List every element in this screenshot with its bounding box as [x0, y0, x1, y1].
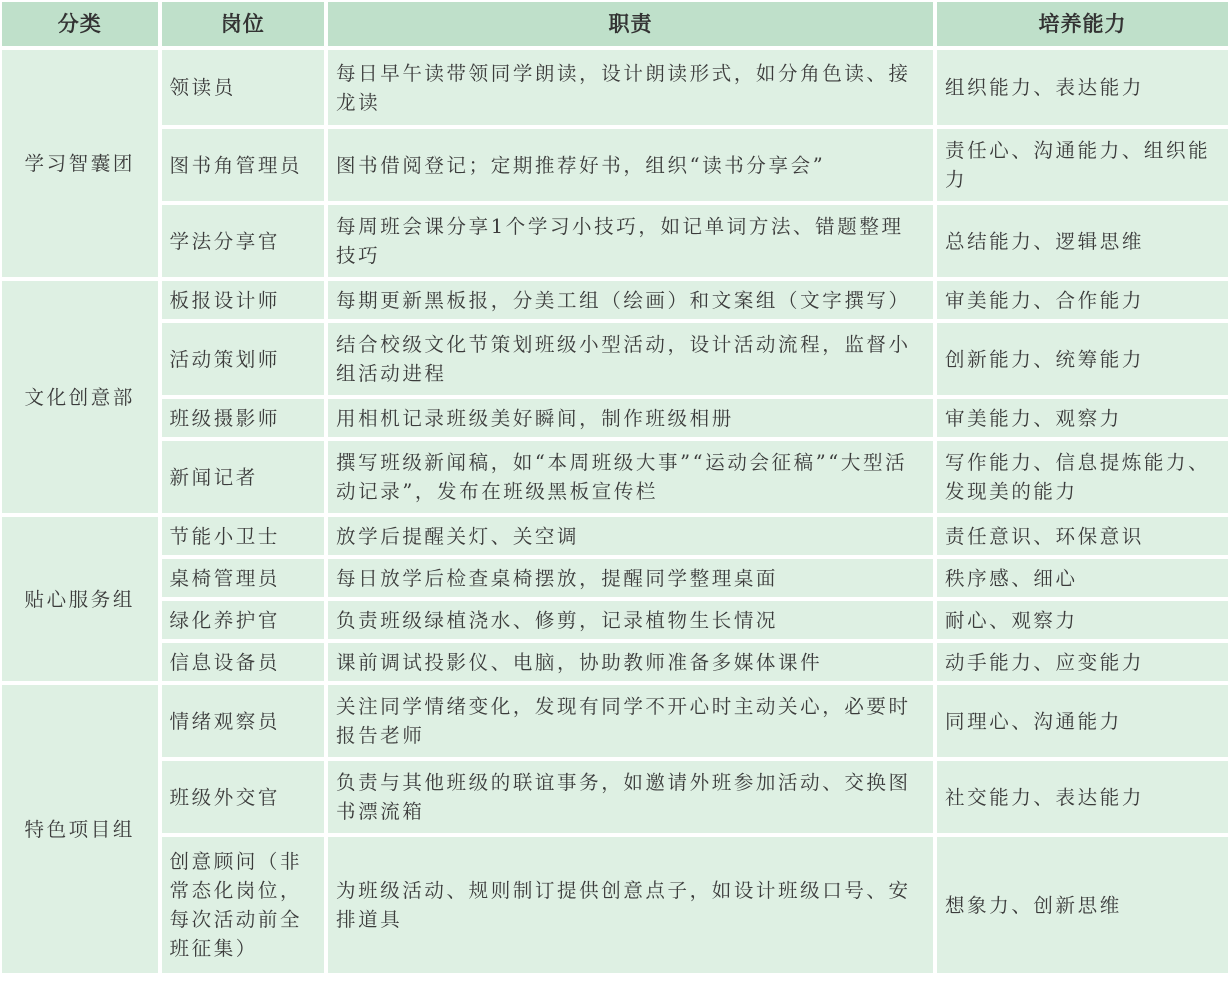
ability-cell: 责任意识、环保意识: [937, 517, 1228, 555]
duty-cell: 每周班会课分享1个学习小技巧，如记单词方法、错题整理技巧: [328, 205, 933, 277]
table-row: [2, 129, 1228, 201]
post-cell: 学法分享官: [162, 205, 325, 277]
duty-cell: 每期更新黑板报，分美工组（绘画）和文案组（文字撰写）: [328, 281, 933, 319]
header-duty: 职责: [328, 2, 933, 46]
category-cell: 学习智囊团: [2, 50, 158, 277]
ability-cell: 组织能力、表达能力: [937, 50, 1228, 125]
ability-cell: 创新能力、统筹能力: [937, 323, 1228, 395]
ability-cell: 耐心、观察力: [937, 601, 1228, 639]
header-category: 分类: [2, 2, 158, 46]
post-cell: 图书角管理员: [162, 129, 325, 201]
ability-cell: 总结能力、逻辑思维: [937, 205, 1228, 277]
ability-cell: 社交能力、表达能力: [937, 761, 1228, 833]
table-row: [2, 643, 1228, 681]
ability-cell: 想象力、创新思维: [937, 837, 1228, 973]
post-cell: 新闻记者: [162, 441, 325, 513]
post-cell: 绿化养护官: [162, 601, 325, 639]
post-cell: 节能小卫士: [162, 517, 325, 555]
table-row: [2, 281, 1228, 319]
table-row: [2, 559, 1228, 597]
duty-cell: 为班级活动、规则制订提供创意点子，如设计班级口号、安排道具: [328, 837, 933, 973]
ability-cell: 秩序感、细心: [937, 559, 1228, 597]
table-row: [2, 601, 1228, 639]
post-cell: 板报设计师: [162, 281, 325, 319]
duty-cell: 每日放学后检查桌椅摆放，提醒同学整理桌面: [328, 559, 933, 597]
header-row: [2, 2, 1228, 46]
post-cell: 信息设备员: [162, 643, 325, 681]
table-row: [2, 323, 1228, 395]
table-row: [2, 50, 1228, 125]
ability-cell: 责任心、沟通能力、组织能力: [937, 129, 1228, 201]
duty-cell: 关注同学情绪变化，发现有同学不开心时主动关心，必要时报告老师: [328, 685, 933, 757]
duty-cell: 结合校级文化节策划班级小型活动，设计活动流程，监督小组活动进程: [328, 323, 933, 395]
table-row: [2, 517, 1228, 555]
duty-cell: 撰写班级新闻稿，如“本周班级大事”“运动会征稿”“大型活动记录”，发布在班级黑板宣传栏: [328, 441, 933, 513]
duty-cell: 用相机记录班级美好瞬间，制作班级相册: [328, 399, 933, 437]
header-post: 岗位: [162, 2, 325, 46]
duty-cell: 课前调试投影仪、电脑，协助教师准备多媒体课件: [328, 643, 933, 681]
ability-cell: 审美能力、合作能力: [937, 281, 1228, 319]
post-cell: 桌椅管理员: [162, 559, 325, 597]
post-cell: 班级外交官: [162, 761, 325, 833]
duty-cell: 负责与其他班级的联谊事务，如邀请外班参加活动、交换图书漂流箱: [328, 761, 933, 833]
post-cell: 创意顾问（非常态化岗位，每次活动前全班征集）: [162, 837, 325, 973]
duty-cell: 图书借阅登记；定期推荐好书，组织“读书分享会”: [328, 129, 933, 201]
post-cell: 班级摄影师: [162, 399, 325, 437]
table-row: [2, 441, 1228, 513]
ability-cell: 动手能力、应变能力: [937, 643, 1228, 681]
table-row: [2, 205, 1228, 277]
category-cell: 文化创意部: [2, 281, 158, 513]
table-row: [2, 685, 1228, 757]
post-cell: 领读员: [162, 50, 325, 125]
category-cell: 贴心服务组: [2, 517, 158, 681]
ability-cell: 写作能力、信息提炼能力、发现美的能力: [937, 441, 1228, 513]
duty-cell: 每日早午读带领同学朗读，设计朗读形式，如分角色读、接龙读: [328, 50, 933, 125]
table-row: [2, 761, 1228, 833]
duty-cell: 放学后提醒关灯、关空调: [328, 517, 933, 555]
table-row: [2, 399, 1228, 437]
post-cell: 活动策划师: [162, 323, 325, 395]
ability-cell: 审美能力、观察力: [937, 399, 1228, 437]
duty-cell: 负责班级绿植浇水、修剪，记录植物生长情况: [328, 601, 933, 639]
ability-cell: 同理心、沟通能力: [937, 685, 1228, 757]
category-cell: 特色项目组: [2, 685, 158, 973]
post-cell: 情绪观察员: [162, 685, 325, 757]
header-ability: 培养能力: [937, 2, 1228, 46]
table-row: [2, 837, 1228, 973]
